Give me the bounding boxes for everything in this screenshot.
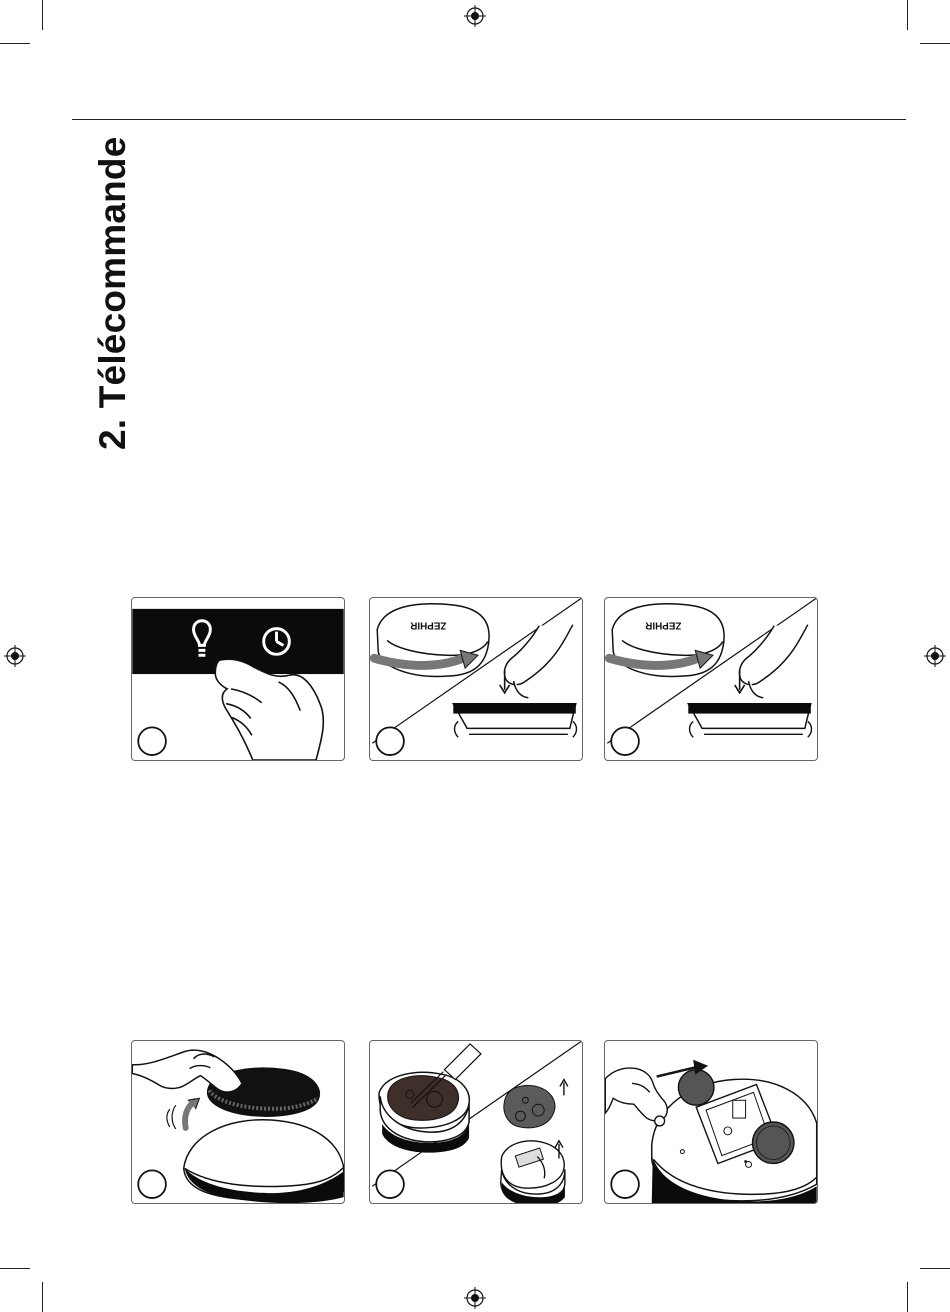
bottom-left-crop-mark (0, 1240, 72, 1312)
step-number-circle (611, 1170, 639, 1198)
step-number-circle (138, 1170, 166, 1198)
hand-illustration (132, 1050, 242, 1092)
step-number-circle (376, 727, 404, 755)
remote-brand-mark: ZEPHIR (410, 619, 447, 631)
bottom-right-crop-mark (878, 1240, 950, 1312)
removed-cover (504, 1085, 555, 1127)
illustration-open-battery-compartment (369, 1040, 583, 1204)
removed-battery (678, 1070, 714, 1106)
remote-cavity (388, 1076, 459, 1121)
illustration-remove-remote-cover (131, 1040, 345, 1204)
top-left-crop-mark (0, 0, 72, 72)
step-number-circle (138, 727, 166, 755)
hand-pointer (504, 625, 572, 698)
illustration-touch-light-button (131, 597, 345, 761)
illustration-replace-battery (604, 1040, 818, 1204)
coin-battery (752, 1122, 793, 1163)
hand-illustration (215, 659, 323, 760)
section-title: 2. Télécommande (92, 136, 133, 450)
bottom-registration-mark (464, 1287, 486, 1309)
top-registration-mark (464, 5, 486, 27)
remote-brand-mark: ZEPHIR (645, 619, 682, 631)
step-number-circle (611, 727, 639, 755)
top-rule (72, 119, 906, 120)
step-number-circle (376, 1170, 404, 1198)
illustration-remote-first-pairing (369, 597, 583, 761)
right-registration-mark (924, 645, 946, 667)
hand-pointer (739, 625, 807, 698)
top-right-crop-mark (878, 0, 950, 72)
illustration-remote-second-pairing (604, 597, 818, 761)
left-registration-mark (4, 645, 26, 667)
